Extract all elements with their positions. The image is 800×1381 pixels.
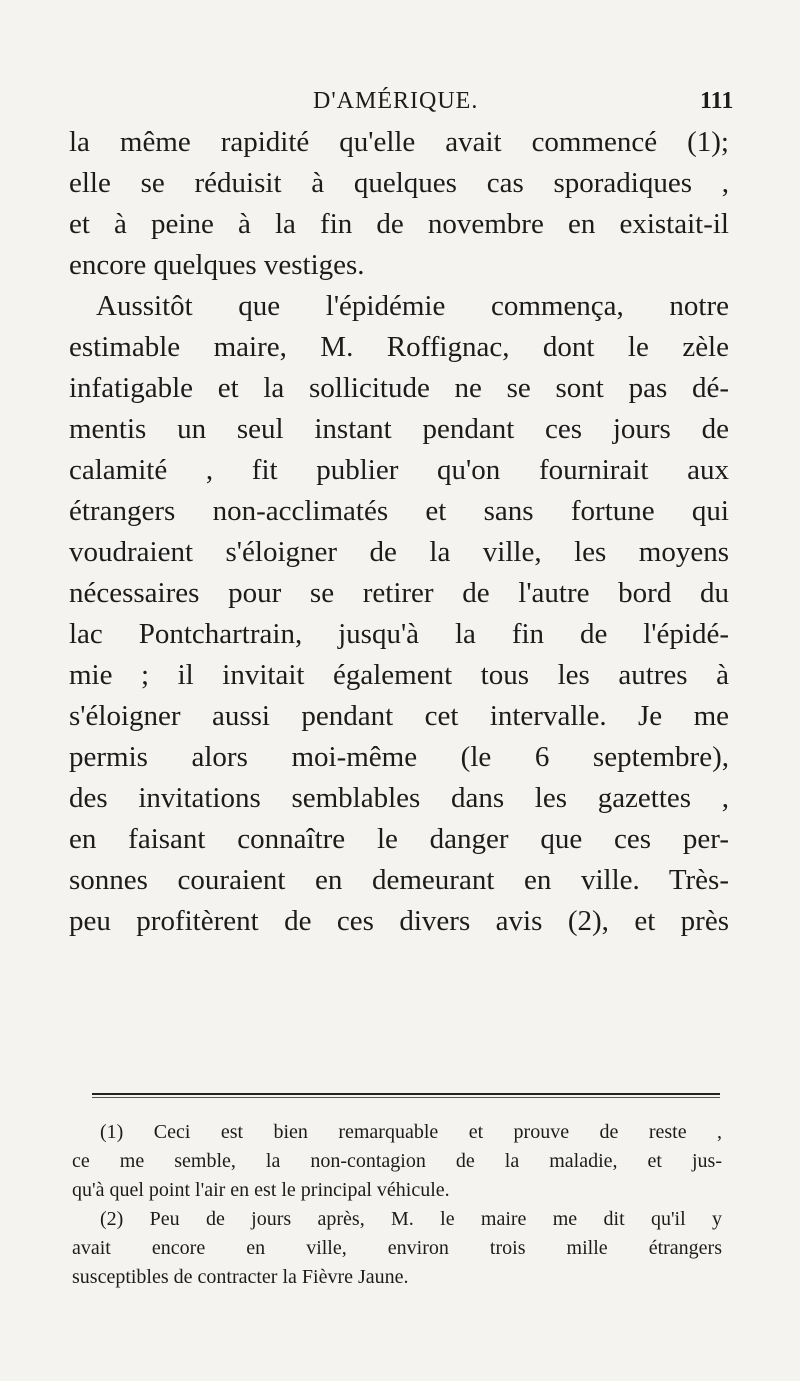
text-line: lac Pontchartrain, jusqu'à la fin de l'épidé- [69,618,729,650]
text-line: mentis un seul instant pendant ces jours de [69,413,729,445]
text-line: elle se réduisit à quelques cas sporadiques , [69,167,729,199]
text-line: la même rapidité qu'elle avait commencé (1); [69,126,729,158]
text-line: sonnes couraient en demeurant en ville. Très- [69,864,729,896]
text-line: infatigable et la sollicitude ne se sont pas dé- [69,372,729,404]
footnote-line: qu'à quel point l'air en est le principal véhicule. [72,1179,450,1201]
text-line: mie ; il invitait également tous les autres à [69,659,729,691]
footnote-rule [92,1093,720,1095]
footnote-line: ce me semble, la non-contagion de la maladie, et jus- [72,1150,722,1172]
footnote-rule-thin [92,1097,720,1098]
text-line: encore quelques vestiges. [69,249,365,281]
text-line: et à peine à la fin de novembre en existait-il [69,208,729,240]
text-line: permis alors moi-même (le 6 septembre), [69,741,729,773]
body-text [69,122,729,942]
text-line: des invitations semblables dans les gazettes , [69,782,729,814]
text-line: Aussitôt que l'épidémie commença, notre [96,290,729,322]
running-head-title: D'AMÉRIQUE. [313,88,479,114]
text-line: voudraient s'éloigner de la ville, les moyens [69,536,729,568]
text-line: en faisant connaître le danger que ces per- [69,823,729,855]
footnotes [72,1118,722,1292]
text-line: estimable maire, M. Roffignac, dont le zèle [69,331,729,363]
text-line: nécessaires pour se retirer de l'autre bord du [69,577,729,609]
text-line: s'éloigner aussi pendant cet intervalle. Je me [69,700,729,732]
footnote-line: avait encore en ville, environ trois mille étrangers [72,1237,722,1259]
text-line: étrangers non-acclimatés et sans fortune qui [69,495,729,527]
footnote-line: susceptibles de contracter la Fièvre Jaune. [72,1266,409,1288]
page-number: 111 [700,88,734,114]
text-line: calamité , fit publier qu'on fournirait aux [69,454,729,486]
running-head [0,88,800,118]
footnote-line: (1) Ceci est bien remarquable et prouve de reste , [100,1121,722,1143]
footnote-line: (2) Peu de jours après, M. le maire me dit qu'il y [100,1208,722,1230]
text-line: peu profitèrent de ces divers avis (2), et près [69,905,729,937]
